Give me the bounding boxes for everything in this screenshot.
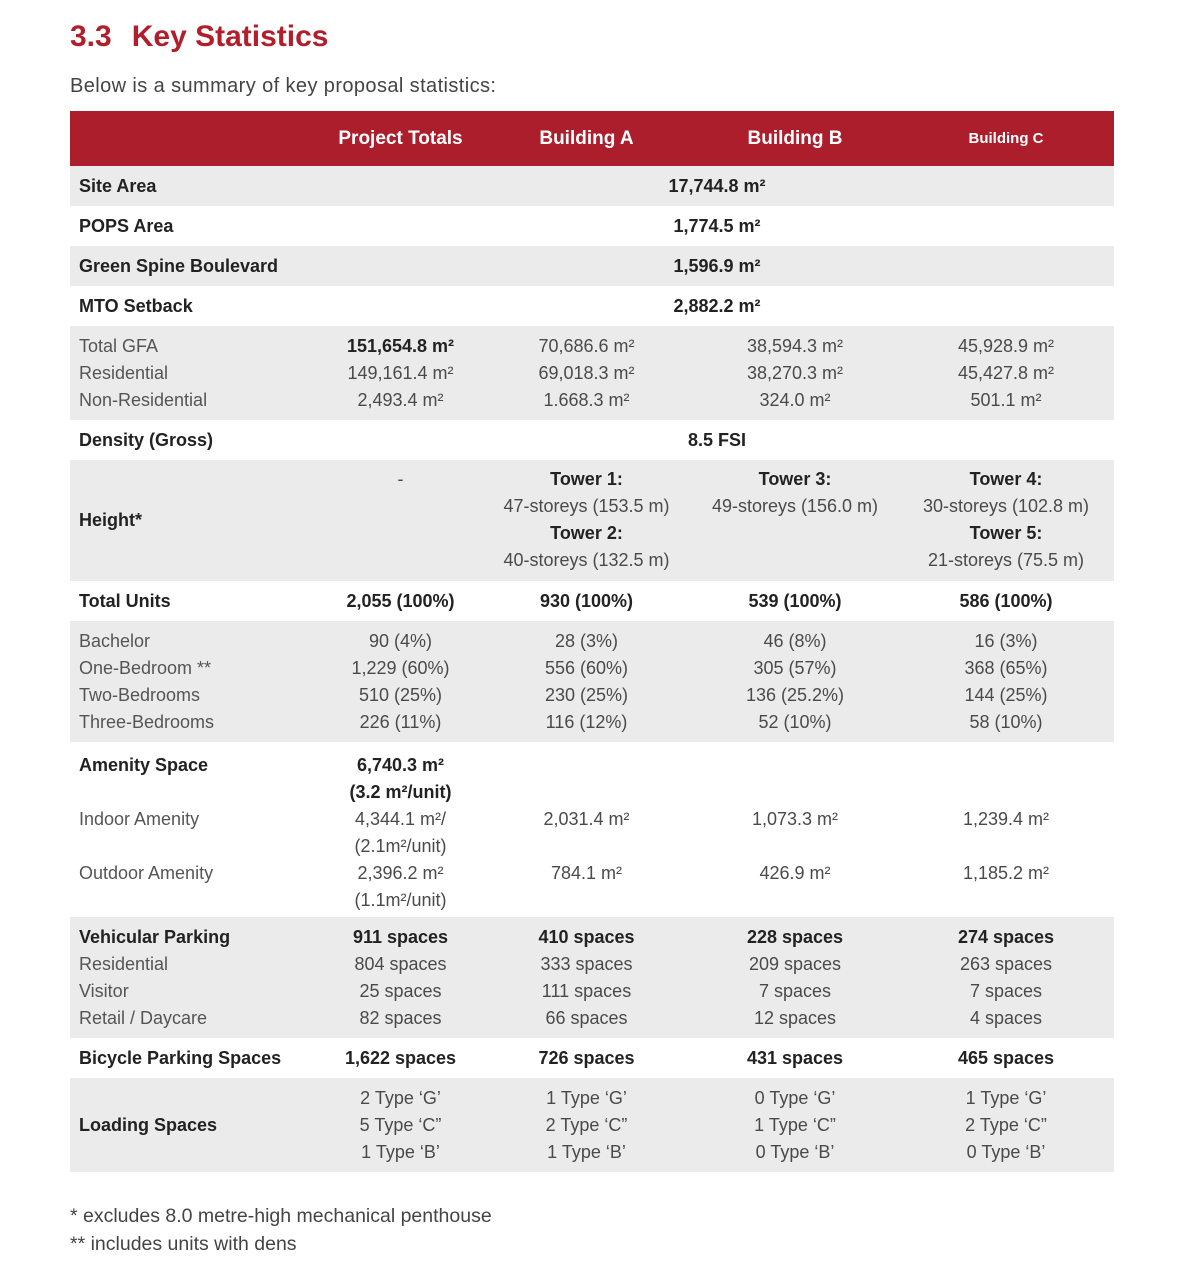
total-units-a: 930 (100%)	[539, 590, 634, 611]
parking-count: 274 spaces	[957, 926, 1055, 947]
height-project: -	[397, 469, 404, 489]
unit-mix-labels	[70, 621, 320, 742]
outdoor-amenity-b: 426.9 m²	[759, 863, 831, 883]
gfa-value: 69,018.3 m²	[538, 362, 635, 383]
indoor-amenity-c: 1,239.4 m²	[962, 809, 1050, 829]
tower-height: 47-storeys (153.5 m)	[503, 496, 670, 516]
indoor-amenity-total: 4,344.1 m²/	[354, 809, 447, 829]
gfa-building-b	[692, 326, 898, 420]
outdoor-amenity-total: 2,396.2 m²	[357, 863, 444, 883]
row-gfa	[70, 326, 1114, 420]
unit-mix-c	[898, 621, 1114, 742]
amenity-labels	[70, 742, 320, 917]
indoor-amenity-b: 1,073.3 m²	[751, 809, 839, 829]
unit-count: 144 (25%)	[964, 684, 1048, 705]
parking-count: 804 spaces	[354, 953, 447, 974]
unit-type-label: One-Bedroom **	[79, 657, 212, 678]
row-pops-area	[70, 206, 1114, 246]
parking-count: 25 spaces	[359, 980, 442, 1001]
amenity-total: 6,740.3 m²	[356, 755, 445, 775]
mto-setback-value: 2,882.2 m²	[673, 295, 761, 316]
footnotes	[70, 1202, 492, 1258]
parking-a	[481, 917, 692, 1038]
tower-height: 49-storeys (156.0 m)	[711, 496, 879, 516]
row-label: Site Area	[79, 175, 157, 196]
unit-type-label: Two-Bedrooms	[79, 684, 201, 705]
loading-type: 0 Type ‘B’	[755, 1141, 835, 1162]
loading-type: 1 Type ‘C”	[754, 1114, 836, 1135]
unit-count: 556 (60%)	[544, 657, 629, 678]
unit-type-label: Three-Bedrooms	[79, 711, 215, 732]
header-building-a: Building A	[539, 127, 634, 149]
row-label: Bicycle Parking Spaces	[79, 1047, 282, 1068]
unit-count: 116 (12%)	[545, 711, 628, 732]
parking-count: 82 spaces	[359, 1007, 442, 1028]
unit-count: 52 (10%)	[758, 711, 832, 732]
tower-label: Tower 1:	[550, 469, 623, 489]
bicycle-a: 726 spaces	[538, 1047, 635, 1068]
loading-project	[320, 1078, 481, 1172]
loading-type: 0 Type ‘B’	[966, 1141, 1046, 1162]
row-mto-setback	[70, 286, 1114, 326]
row-label: Height*	[79, 510, 142, 530]
parking-count: 333 spaces	[540, 953, 633, 974]
unit-count: 28 (3%)	[554, 630, 619, 651]
loading-type: 1 Type ‘B’	[547, 1141, 626, 1162]
amenity-b	[692, 742, 898, 917]
parking-labels	[70, 917, 320, 1038]
row-label: POPS Area	[79, 215, 174, 236]
amenity-c	[898, 742, 1114, 917]
unit-mix-b	[692, 621, 898, 742]
indoor-amenity-a: 2,031.4 m²	[543, 809, 630, 829]
bicycle-b: 431 spaces	[746, 1047, 844, 1068]
parking-label: Retail / Daycare	[79, 1007, 208, 1028]
loading-type: 1 Type ‘G’	[965, 1087, 1047, 1108]
footnote-units: ** includes units with dens	[70, 1233, 297, 1255]
amenity-per-unit: (3.2 m²/unit)	[349, 782, 452, 802]
row-label: MTO Setback	[79, 295, 193, 316]
height-building-a	[481, 460, 692, 581]
gfa-value: 45,427.8 m²	[957, 362, 1055, 383]
unit-count: 230 (25%)	[544, 684, 629, 705]
unit-count: 510 (25%)	[358, 684, 443, 705]
parking-count: 263 spaces	[959, 953, 1053, 974]
pops-area-value: 1,774.5 m²	[673, 215, 761, 236]
row-loading-spaces	[70, 1078, 1114, 1172]
parking-count: 7 spaces	[758, 980, 832, 1001]
row-label: Density (Gross)	[79, 429, 214, 450]
unit-count: 16 (3%)	[974, 630, 1038, 651]
gfa-label: Total GFA	[79, 335, 159, 356]
loading-type: 1 Type ‘B’	[361, 1141, 440, 1162]
tower-height: 30-storeys (102.8 m)	[922, 496, 1090, 516]
row-density	[70, 420, 1114, 460]
density-value: 8.5 FSI	[687, 429, 747, 450]
gfa-value: 70,686.6 m²	[538, 335, 635, 356]
parking-count: 7 spaces	[969, 980, 1043, 1001]
gfa-building-c	[898, 326, 1114, 420]
parking-count: 111 spaces	[541, 980, 632, 1001]
amenity-label: Amenity Space	[79, 755, 209, 775]
unit-count: 136 (25.2%)	[745, 684, 845, 705]
section-number: 3.3	[70, 20, 112, 53]
tower-label: Tower 5:	[969, 523, 1043, 543]
loading-type: 0 Type ‘G’	[754, 1087, 836, 1108]
parking-count: 12 spaces	[753, 1007, 837, 1028]
gfa-labels	[70, 326, 320, 420]
unit-count: 305 (57%)	[753, 657, 837, 678]
row-height	[70, 460, 1114, 581]
loading-type: 2 Type ‘C”	[965, 1114, 1047, 1135]
unit-count: 58 (10%)	[969, 711, 1043, 732]
bicycle-project: 1,622 spaces	[344, 1047, 457, 1068]
header-building-c: Building C	[968, 130, 1044, 147]
parking-count: 66 spaces	[545, 1007, 628, 1028]
unit-mix-a	[481, 621, 692, 742]
unit-mix-project	[320, 621, 481, 742]
outdoor-amenity-c: 1,185.2 m²	[962, 863, 1050, 883]
loading-a	[481, 1078, 692, 1172]
green-spine-value: 1,596.9 m²	[673, 255, 761, 276]
outdoor-amenity-per-unit: (1.1m²/unit)	[354, 890, 447, 910]
key-statistics-table	[70, 111, 1114, 1172]
header-building-b: Building B	[747, 127, 843, 149]
loading-type: 5 Type ‘C”	[359, 1114, 442, 1135]
gfa-value: 38,594.3 m²	[746, 335, 844, 356]
row-unit-mix	[70, 621, 1114, 742]
height-building-b	[692, 460, 898, 581]
amenity-project	[320, 742, 481, 917]
unit-count: 1,229 (60%)	[351, 657, 450, 678]
intro-text: Below is a summary of key proposal statistics:	[70, 75, 497, 97]
parking-label: Visitor	[79, 980, 129, 1001]
gfa-value: 324.0 m²	[759, 389, 831, 410]
loading-c	[898, 1078, 1114, 1172]
outdoor-amenity-a: 784.1 m²	[550, 863, 623, 883]
row-label: Green Spine Boulevard	[79, 255, 279, 276]
parking-project	[320, 917, 481, 1038]
gfa-value: 45,928.9 m²	[957, 335, 1055, 356]
table-header-row	[70, 111, 1114, 166]
parking-count: 228 spaces	[746, 926, 844, 947]
footnote-height: * excludes 8.0 metre-high mechanical penthouse	[70, 1205, 492, 1227]
gfa-value: 1.668.3 m²	[543, 389, 630, 410]
bicycle-c: 465 spaces	[957, 1047, 1055, 1068]
total-units-c: 586 (100%)	[959, 590, 1053, 611]
row-amenity	[70, 742, 1114, 917]
parking-b	[692, 917, 898, 1038]
tower-label: Tower 3:	[758, 469, 832, 489]
gfa-label: Residential	[79, 362, 169, 383]
parking-label: Vehicular Parking	[79, 926, 231, 947]
loading-type: 1 Type ‘G’	[546, 1087, 627, 1108]
gfa-value: 2,493.4 m²	[357, 389, 444, 410]
row-label: Total Units	[79, 590, 171, 611]
gfa-project	[320, 326, 481, 420]
row-site-area	[70, 166, 1114, 206]
gfa-label: Non-Residential	[79, 389, 208, 410]
parking-count: 4 spaces	[969, 1007, 1043, 1028]
tower-height: 21-storeys (75.5 m)	[927, 550, 1085, 570]
loading-b	[692, 1078, 898, 1172]
unit-type-label: Bachelor	[79, 630, 151, 651]
gfa-building-a	[481, 326, 692, 420]
header-blank	[70, 111, 320, 166]
row-green-spine	[70, 246, 1114, 286]
tower-label: Tower 4:	[969, 469, 1043, 489]
row-vehicular-parking	[70, 917, 1114, 1038]
section-title: Key Statistics	[131, 20, 329, 53]
section-heading	[70, 20, 328, 54]
gfa-value: 149,161.4 m²	[347, 362, 454, 383]
unit-count: 90 (4%)	[368, 630, 433, 651]
gfa-value: 151,654.8 m²	[346, 335, 455, 356]
amenity-a	[481, 742, 692, 917]
parking-count: 209 spaces	[748, 953, 842, 974]
parking-count: 410 spaces	[538, 926, 635, 947]
row-total-units	[70, 581, 1114, 621]
indoor-amenity-label: Indoor Amenity	[79, 809, 200, 829]
gfa-value: 501.1 m²	[970, 389, 1042, 410]
parking-c	[898, 917, 1114, 1038]
loading-type: 2 Type ‘G’	[360, 1087, 441, 1108]
indoor-amenity-per-unit: (2.1m²/unit)	[354, 836, 447, 856]
row-label: Loading Spaces	[79, 1114, 218, 1135]
gfa-value: 38,270.3 m²	[746, 362, 844, 383]
row-bicycle-parking	[70, 1038, 1114, 1078]
total-units-b: 539 (100%)	[748, 590, 842, 611]
tower-label: Tower 2:	[550, 523, 623, 543]
unit-count: 368 (65%)	[964, 657, 1048, 678]
header-project-totals: Project Totals	[338, 127, 463, 149]
parking-count: 911 spaces	[352, 926, 449, 947]
parking-label: Residential	[79, 953, 169, 974]
unit-count: 226 (11%)	[359, 711, 442, 732]
loading-type: 2 Type ‘C”	[545, 1114, 628, 1135]
unit-count: 46 (8%)	[763, 630, 827, 651]
height-building-c	[898, 460, 1114, 581]
outdoor-amenity-label: Outdoor Amenity	[79, 863, 214, 883]
total-units-project: 2,055 (100%)	[346, 590, 455, 611]
tower-height: 40-storeys (132.5 m)	[503, 550, 670, 570]
site-area-value: 17,744.8 m²	[668, 175, 766, 196]
